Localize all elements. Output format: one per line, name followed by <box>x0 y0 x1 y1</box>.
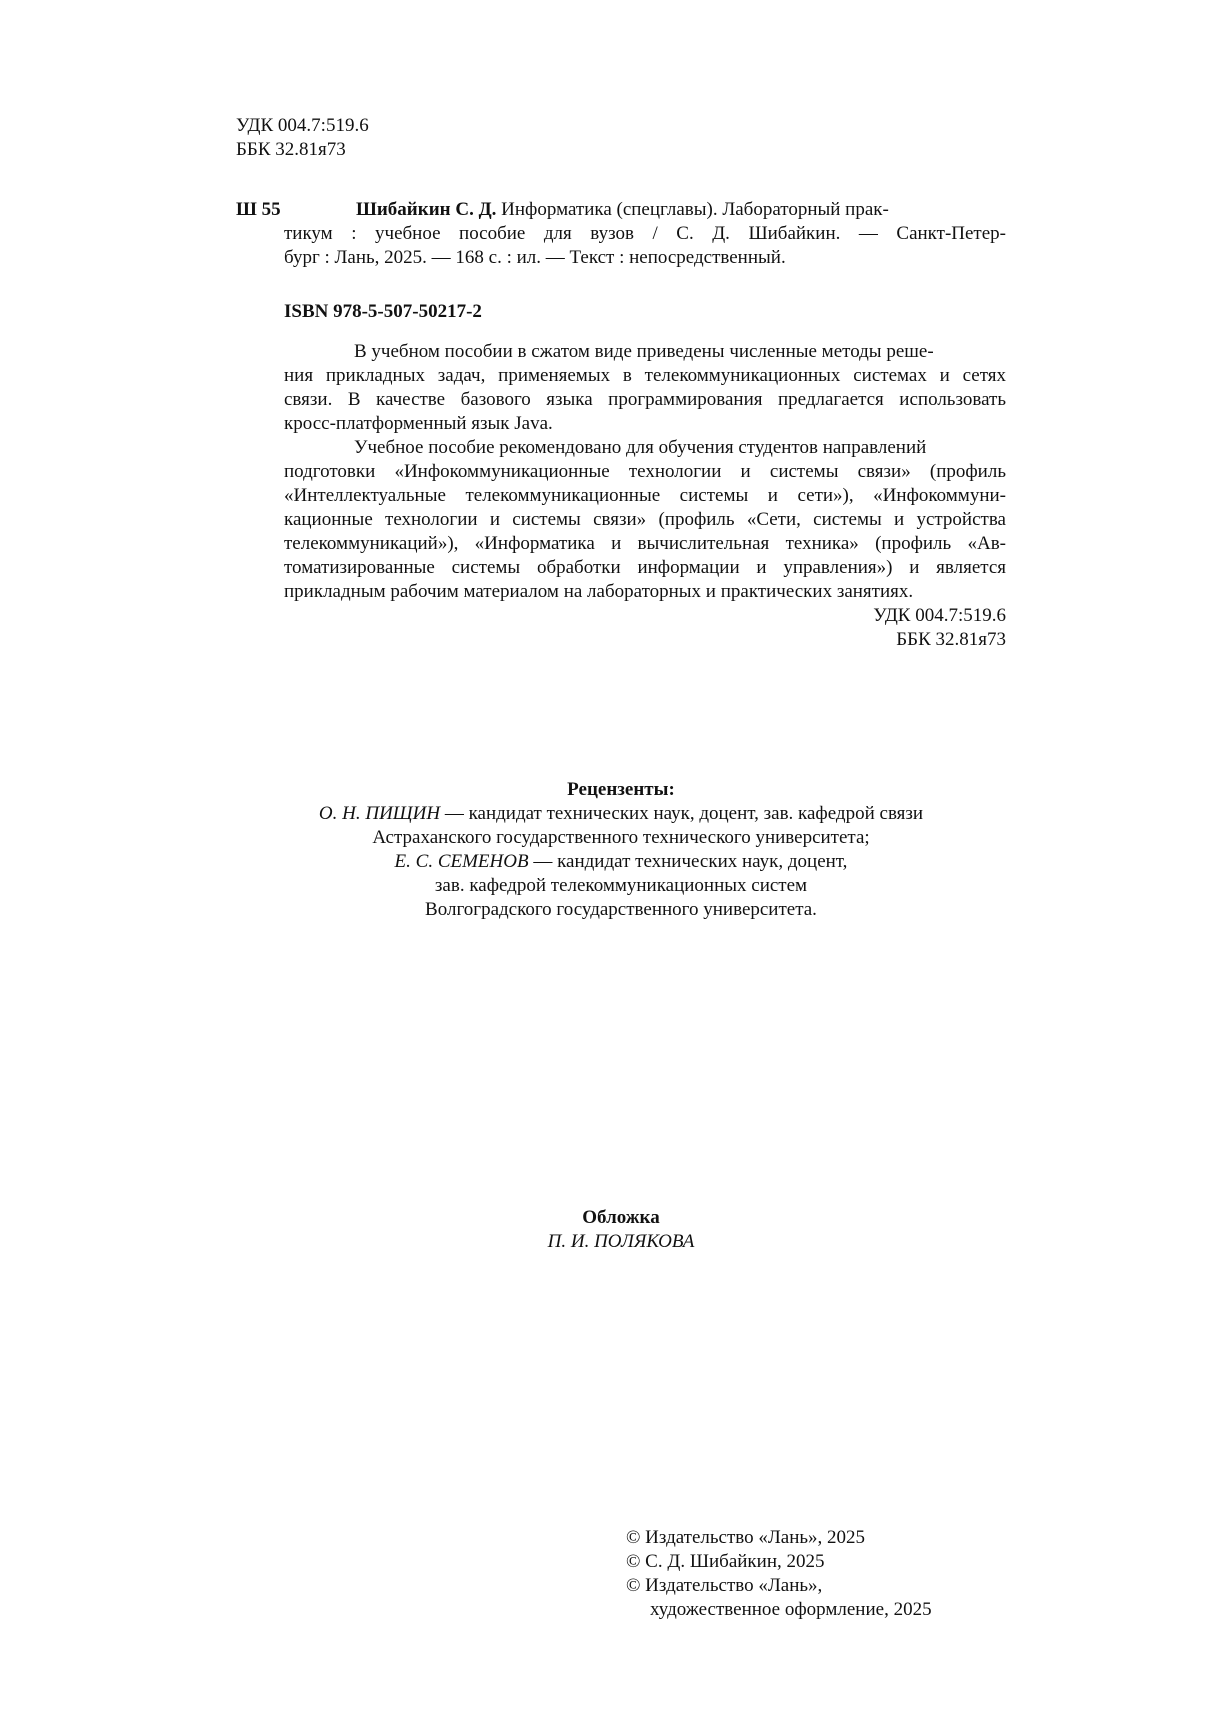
bbk-code: ББК 32.81я73 <box>236 139 346 160</box>
catalog-desc-line-1: Информатика (спецглавы). Лабораторный прак- <box>501 199 889 220</box>
annotation-p2-line: кационные технологии и системы связи» (профиль «Сети, системы и устройства <box>284 509 1006 530</box>
reviewers <box>236 778 1006 922</box>
catalog-entry <box>284 198 1006 270</box>
catalog-author: Шибайкин С. Д. <box>356 199 497 220</box>
annotation-p1-line: В учебном пособии в сжатом виде приведены численные методы реше- <box>354 341 934 362</box>
annotation-p1-line: кросс-платформенный язык Java. <box>284 413 553 434</box>
reviewer-2-name: Е. С. СЕМЕНОВ <box>394 851 529 872</box>
cover-credit <box>236 1206 1006 1254</box>
reviewer-2 <box>236 850 1006 874</box>
annotation-p2-line: Учебное пособие рекомендовано для обучения студентов направлений <box>354 437 927 458</box>
annotation-p2-line: прикладным рабочим материалом на лабораторных и практических занятиях. <box>284 581 914 602</box>
annotation-bbk: ББК 32.81я73 <box>896 629 1006 650</box>
annotation-p2-line: телекоммуникаций»), «Информатика и вычислительная техника» (профиль «Ав- <box>284 533 1006 554</box>
udk-code: УДК 004.7:519.6 <box>236 115 369 136</box>
annotation-p1-line: связи. В качестве базового языка программирования предлагается использовать <box>284 389 1006 410</box>
copyright-line: © Издательство «Лань», 2025 <box>626 1527 866 1548</box>
copyright <box>626 1526 932 1622</box>
catalog-desc-line-2: тикум : учебное пособие для вузов / С. Д. Шибайкин. — Санкт-Петер- <box>284 223 1006 244</box>
cover-heading: Обложка <box>582 1207 660 1228</box>
copyright-line: © Издательство «Лань», <box>626 1575 823 1596</box>
reviewer-2-position: зав. кафедрой телекоммуникационных систем <box>434 875 808 896</box>
cover-designer: П. И. ПОЛЯКОВА <box>547 1231 695 1252</box>
catalog-line-1 <box>284 198 1006 222</box>
annotation-p2-line: томатизированные системы обработки информации и управления») и является <box>284 557 1006 578</box>
catalog-desc-line-3: бург : Лань, 2025. — 168 с. : ил. — Текст : непосредственный. <box>284 247 786 268</box>
reviewer-1-title: — кандидат технических наук, доцент, зав. кафедрой связи <box>440 803 924 824</box>
reviewer-1 <box>236 802 1006 826</box>
annotation-p2-line: «Интеллектуальные телекоммуникационные системы и сети»), «Инфокоммуни- <box>284 485 1006 506</box>
catalog-code: Ш 55 <box>236 199 281 220</box>
annotation <box>284 340 1006 652</box>
reviewer-1-affiliation: Астраханского государственного технического университета; <box>372 827 870 848</box>
reviewer-2-title: — кандидат технических наук, доцент, <box>528 851 848 872</box>
classification-top <box>236 114 369 162</box>
copyright-line: художественное оформление, 2025 <box>650 1599 932 1620</box>
annotation-p1-line: ния прикладных задач, применяемых в телекоммуникационных системах и сетях <box>284 365 1006 386</box>
annotation-udk: УДК 004.7:519.6 <box>873 605 1006 626</box>
copyright-line: © С. Д. Шибайкин, 2025 <box>626 1551 825 1572</box>
reviewer-2-affiliation: Волгоградского государственного университета. <box>425 899 817 920</box>
reviewer-1-name: О. Н. ПИЩИН <box>318 803 441 824</box>
annotation-p2-line: подготовки «Инфокоммуникационные технологии и системы связи» (профиль <box>284 461 1006 482</box>
isbn: ISBN 978-5-507-50217-2 <box>284 301 482 322</box>
reviewers-heading: Рецензенты: <box>567 779 675 800</box>
